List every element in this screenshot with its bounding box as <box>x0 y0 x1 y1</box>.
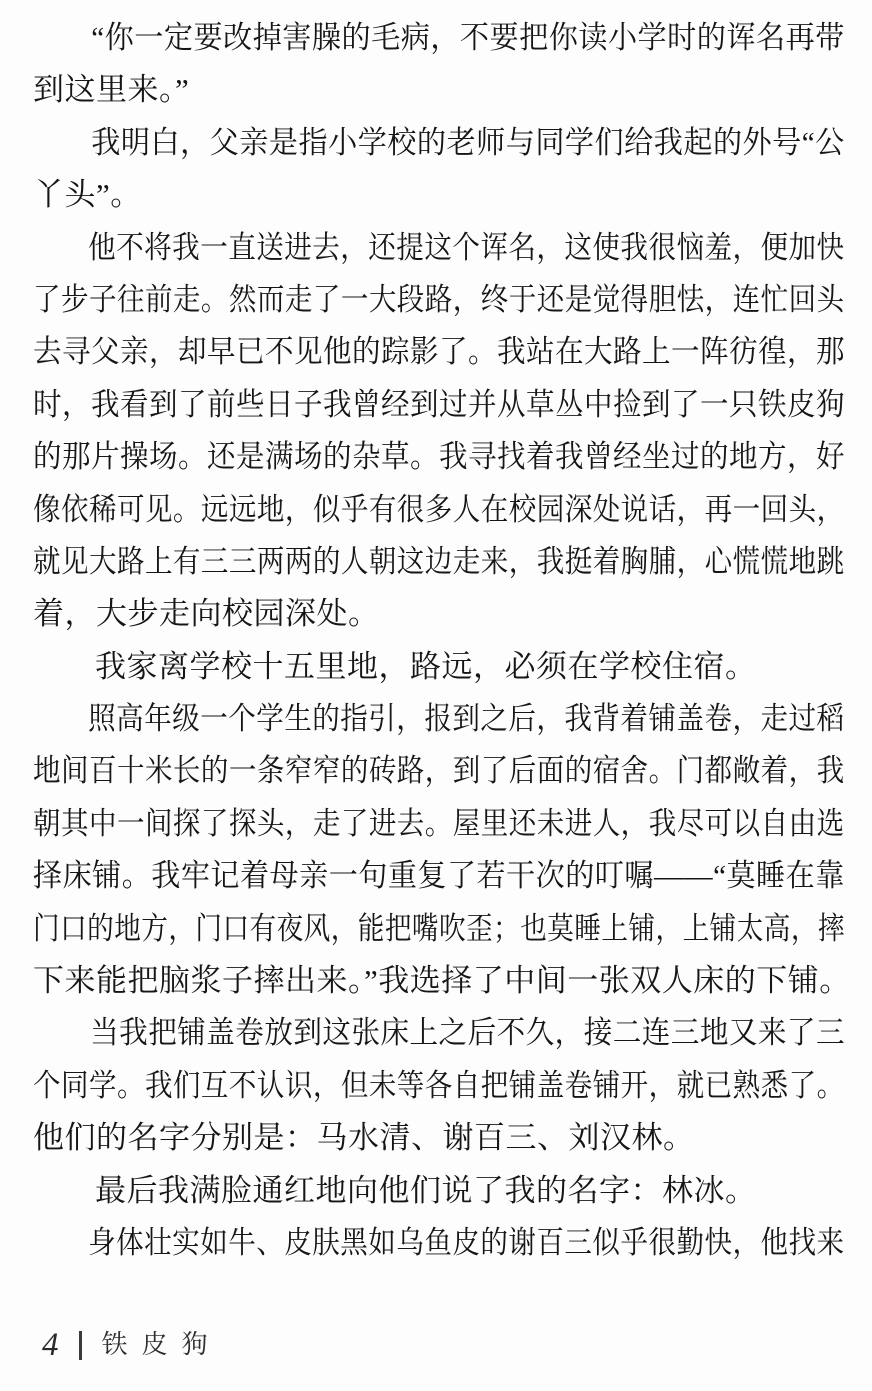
text-line: 丫头”。 <box>33 177 142 213</box>
page-footer <box>42 1322 222 1368</box>
text-line: 地间百十米长的一条窄窄的砖路，到了后面的宿舍。门都敞着，我 <box>33 753 845 789</box>
footer-divider <box>79 1331 82 1360</box>
text-line: 时，我看到了前些日子我曾经到过并从草丛中捡到了一只铁皮狗 <box>33 386 845 422</box>
text-line: 下来能把脑浆子摔出来。”我选择了中间一张双人床的下铺。 <box>33 963 851 999</box>
body-text <box>33 12 851 1269</box>
text-line: 到这里来。” <box>33 72 190 108</box>
text-line: 着，大步走向校园深处。 <box>33 596 380 632</box>
text-line: 我明白，父亲是指小学校的老师与同学们给我起的外号“公 <box>91 124 845 160</box>
text-line: 当我把铺盖卷放到这张床上之后不久，接二连三地又来了三 <box>90 1015 845 1051</box>
text-line: 像依稀可见。远远地，似乎有很多人在校园深处说话，再一回头， <box>33 491 845 527</box>
text-line: 他们的名字分别是：马水清、谢百三、刘汉林。 <box>33 1120 695 1156</box>
text-line: 身体壮实如牛、皮肤黑如乌鱼皮的谢百三似乎很勤快，他找来 <box>88 1224 845 1260</box>
book-title: 铁皮狗 <box>101 1330 222 1359</box>
text-line: 门口的地方，门口有夜风，能把嘴吹歪；也莫睡上铺，上铺太高，摔 <box>33 910 845 946</box>
text-line: “你一定要改掉害臊的毛病，不要把你读小学时的诨名再带 <box>91 20 845 55</box>
text-line: 了步子往前走。然而走了一大段路，终于还是觉得胆怯，连忙回头 <box>33 281 845 317</box>
text-line: 最后我满脸通红地向他们说了我的名字：林冰。 <box>95 1172 757 1208</box>
text-line: 朝其中一间探了探头，走了进去。屋里还未进人，我尽可以自由选 <box>33 805 845 841</box>
text-line: 就见大路上有三三两两的人朝这边走来，我挺着胸脯，心慌慌地跳 <box>33 543 845 579</box>
page-number: 4 <box>42 1326 59 1363</box>
text-line: 照高年级一个学生的指引，报到之后，我背着铺盖卷，走过稻 <box>88 701 845 737</box>
text-line: 我家离学校十五里地，路远，必须在学校住宿。 <box>95 648 757 684</box>
text-line: 的那片操场。还是满场的杂草。我寻找着我曾经坐过的地方，好 <box>33 439 845 475</box>
text-line: 他不将我一直送进去，还提这个诨名，这使我很恼羞，便加快 <box>88 229 845 265</box>
text-line: 择床铺。我牢记着母亲一句重复了若干次的叮嘱——“莫睡在靠 <box>33 858 845 894</box>
text-line: 个同学。我们互不认识，但未等各自把铺盖卷铺开，就已熟悉了。 <box>33 1067 845 1103</box>
text-line: 去寻父亲，却早已不见他的踪影了。我站在大路上一阵彷徨，那 <box>33 334 845 370</box>
